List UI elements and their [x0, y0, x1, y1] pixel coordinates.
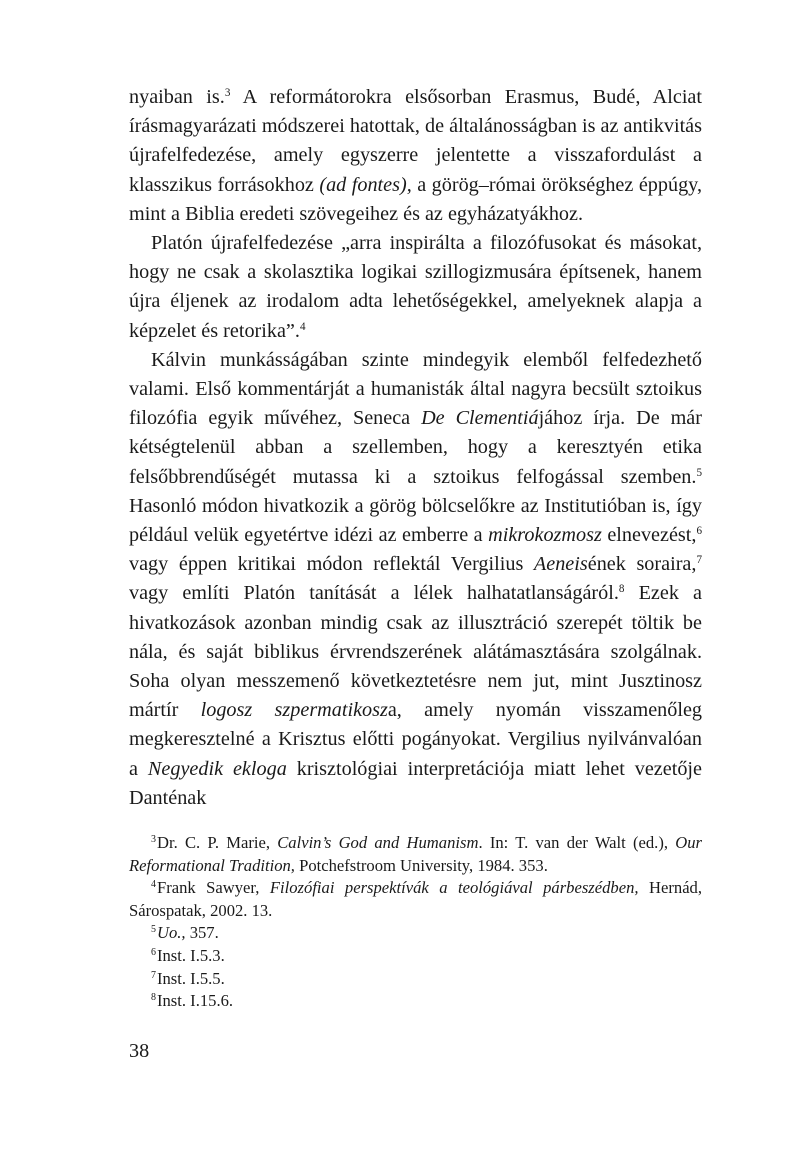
- footnote-number: 5: [151, 924, 156, 936]
- footnotes: [129, 832, 702, 1013]
- page-number: 38: [129, 1040, 150, 1062]
- footnote: [129, 945, 702, 968]
- footnote-number: 8: [151, 992, 156, 1004]
- footnote-reference: 5: [696, 466, 702, 479]
- text-run: a görög–római örökséghez éppúgy, mint a Biblia eredeti szövegeihez és az egyházatyákhoz.: [129, 173, 702, 225]
- text-run: 357.: [185, 923, 219, 943]
- italic-text: Filozófiai perspektívák a teológiával párbeszédben,: [269, 878, 639, 898]
- text-run: ének soraira,: [587, 553, 697, 576]
- paragraph: [129, 229, 702, 346]
- footnote-reference: 6: [696, 524, 702, 537]
- footnote-reference: 4: [299, 320, 306, 333]
- text-run: jához írja. De már kétségtelenül abban a szellemben, hogy a keresztyén etika felsőbbrendűségét mutassa ki a sztoikus felfogással szemben.: [129, 407, 702, 488]
- text-run: nyaiban is.: [129, 86, 225, 108]
- italic-text: Calvin’s God and Humanism: [277, 833, 479, 852]
- footnote-number: 7: [151, 969, 156, 981]
- text-run: Frank Sawyer,: [156, 878, 270, 898]
- italic-text: Negyedik ekloga: [147, 757, 287, 780]
- paragraph: [129, 83, 702, 229]
- body-text: [129, 83, 702, 813]
- text-run: Hernád, Sárospatak, 2002. 13.: [129, 878, 703, 920]
- text-run: Inst. I.5.5.: [156, 968, 225, 988]
- italic-text: Uo.,: [156, 923, 186, 943]
- footnote-reference: 7: [696, 554, 702, 567]
- italic-text: Aeneis: [533, 553, 588, 576]
- text-run: Hasonló módon hivatkozik a görög bölcselőkre az Institutióban is, így például velük egyetértve idézi az emberre a: [129, 494, 702, 547]
- italic-text: mikrokozmosz: [488, 524, 602, 547]
- text-run: Potchefstroom University, 1984. 353.: [294, 855, 548, 875]
- text-run: elnevezést,: [601, 524, 697, 547]
- text-run: Dr. C. P. Marie,: [156, 833, 278, 852]
- paragraph: [129, 346, 702, 813]
- footnote-number: 3: [151, 834, 156, 846]
- text-run: Ezek a hivatkozások azonban mindig csak az illusztráció szerepét töltik be nála, és saját biblikus érvrendszerének alátámasztására szolgálnak. Soha olyan messzemenő következtetésre nem jut, mint Jusztinosz mártír: [129, 582, 702, 722]
- text-run: Kálvin munkásságában szinte mindegyik elemből felfedezhető valami. Első kommentárját a humanisták által nagyra becsült sztoikus filozófia egyik művéhez, Seneca: [129, 348, 702, 430]
- italic-text: logosz szpermatikosz: [200, 699, 388, 722]
- footnote: [129, 922, 702, 945]
- text-run: vagy említi Platón tanítását a lélek halhatatlanságáról.: [129, 582, 619, 605]
- footnote-number: 6: [151, 947, 156, 958]
- text-run: vagy éppen kritikai módon reflektál Vergilius: [129, 553, 534, 576]
- footnote: [129, 968, 702, 991]
- italic-text: Our Reformational Tradition,: [129, 833, 703, 875]
- footnote: [129, 990, 702, 1013]
- italic-text: De Clementiá: [421, 407, 539, 430]
- text-run: krisztológiai interpretációja miatt lehet vezetője Danténak: [129, 757, 702, 809]
- text-run: . In: T. van der Walt (ed.),: [478, 833, 676, 852]
- text-run: Platón újrafelfedezése „arra inspirálta a filozófusokat és másokat, hogy ne csak a skolasztika logikai szillogizmusára építsenek, hanem újra éljenek az irodalom adta lehetőségekkel, amelyeknek alapja a képzelet és retorika”.: [129, 232, 702, 342]
- italic-text: (ad fontes),: [319, 173, 412, 196]
- footnote-reference: 3: [224, 86, 231, 99]
- footnote: [129, 877, 702, 922]
- footnote-number: 4: [151, 879, 156, 891]
- footnote: [129, 832, 702, 877]
- text-run: Inst. I.5.3.: [156, 945, 225, 965]
- text-run: Inst. I.15.6.: [156, 991, 234, 1011]
- text-run: a, amely nyomán visszamenőleg megkeresztelné a Krisztus előtti pogányokat. Vergilius nyilvánvalóan a: [129, 699, 702, 780]
- footnote-reference: 8: [618, 583, 625, 596]
- text-run: A reformátorokra elsősorban Erasmus, Budé, Alciat írásmagyarázati módszerei hatottak, de általánosságban is az antikvitás újrafelfedezése, amely egyszerre jelentette a visszafordulást a klasszikus forrásokhoz: [129, 86, 703, 196]
